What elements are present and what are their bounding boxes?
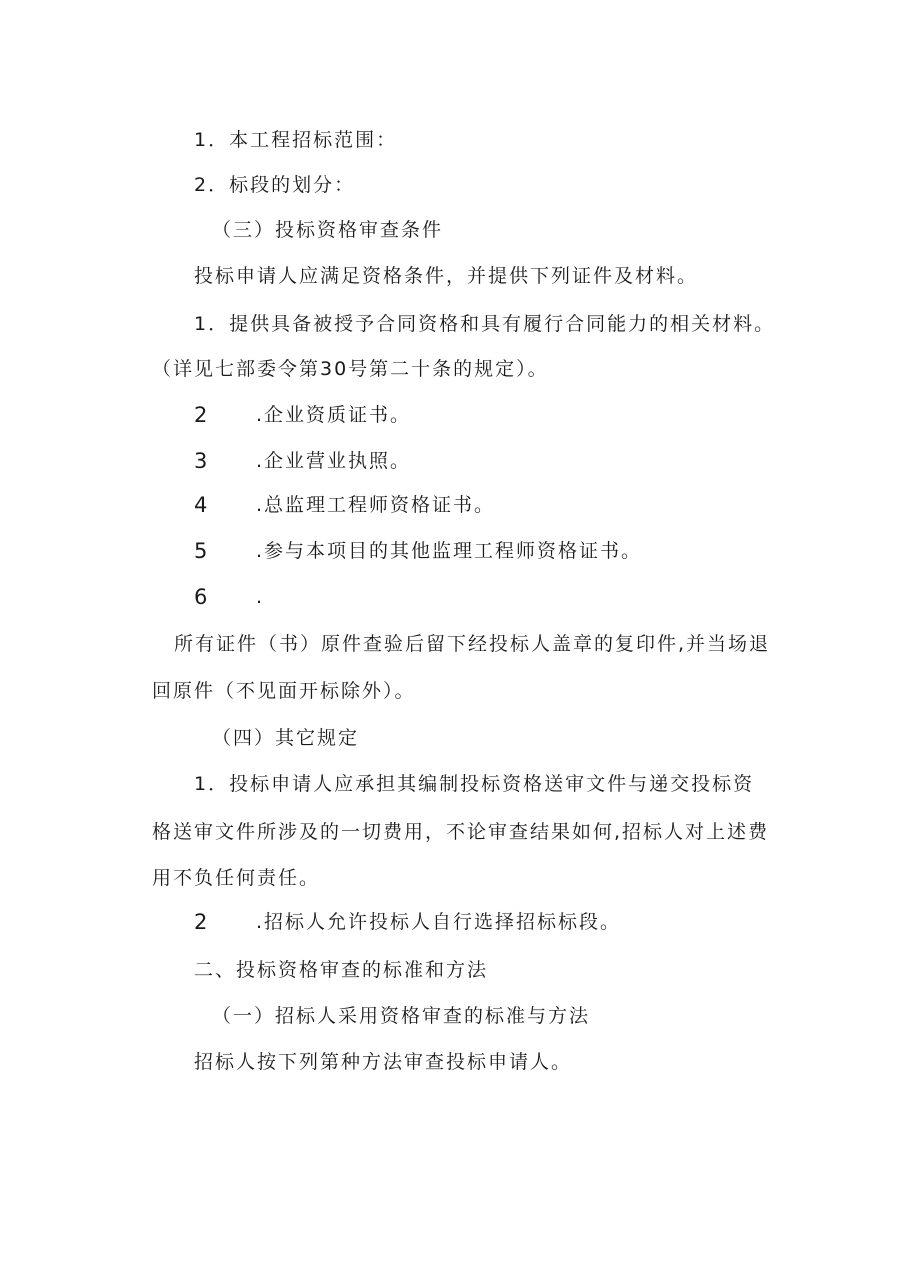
paragraph-originals-line-2: 回原件（不见面开标除外）。 bbox=[152, 680, 416, 702]
requirement-number-4: 4 bbox=[194, 493, 208, 517]
provision-item-1-line-3: 用不负任何责任。 bbox=[152, 867, 321, 889]
scope-item: 1．本工程招标范围： bbox=[194, 129, 398, 151]
requirement-item-2: .企业资质证书。 bbox=[256, 404, 412, 426]
section-heading-standards: 二、投标资格审查的标准和方法 bbox=[194, 959, 489, 981]
requirement-item-1-note: （详见七部委令第30号第二十条的规定）。 bbox=[152, 358, 549, 380]
heading-qualification-conditions: （三）投标资格审查条件 bbox=[212, 219, 444, 241]
paragraph-requirements: 投标申请人应满足资格条件，并提供下列证件及材料。 bbox=[194, 265, 699, 287]
provision-item-1-line-2: 格送审文件所涉及的一切费用，不论审查结果如何,招标人对上述费 bbox=[152, 821, 770, 843]
requirement-number-6: 6 bbox=[194, 585, 208, 609]
requirement-number-3: 3 bbox=[194, 449, 208, 473]
provision-item-1-line-1: 1．投标申请人应承担其编制投标资格送审文件与递交投标资 bbox=[194, 773, 755, 795]
paragraph-review-method: 招标人按下列第种方法审查投标申请人。 bbox=[194, 1051, 573, 1073]
requirement-number-2: 2 bbox=[194, 403, 208, 427]
requirement-item-6: . bbox=[256, 586, 265, 608]
provision-item-2: .招标人允许投标人自行选择招标标段。 bbox=[256, 911, 622, 933]
paragraph-originals-line-1: 所有证件（书）原件查验后留下经投标人盖章的复印件,并当场退 bbox=[174, 633, 771, 655]
subheading-standards-methods: （一）招标人采用资格审查的标准与方法 bbox=[212, 1005, 591, 1027]
requirement-number-5: 5 bbox=[194, 539, 208, 563]
heading-other-provisions: （四）其它规定 bbox=[212, 727, 360, 749]
requirement-item-4: .总监理工程师资格证书。 bbox=[256, 494, 496, 516]
requirement-item-3: .企业营业执照。 bbox=[256, 450, 412, 472]
section-division-item: 2．标段的划分： bbox=[194, 174, 356, 196]
requirement-item-1: 1．提供具备被授予合同资格和具有履行合同能力的相关材料。 bbox=[194, 313, 776, 335]
requirement-item-5: .参与本项目的其他监理工程师资格证书。 bbox=[256, 540, 643, 562]
provision-number-2: 2 bbox=[194, 910, 208, 934]
